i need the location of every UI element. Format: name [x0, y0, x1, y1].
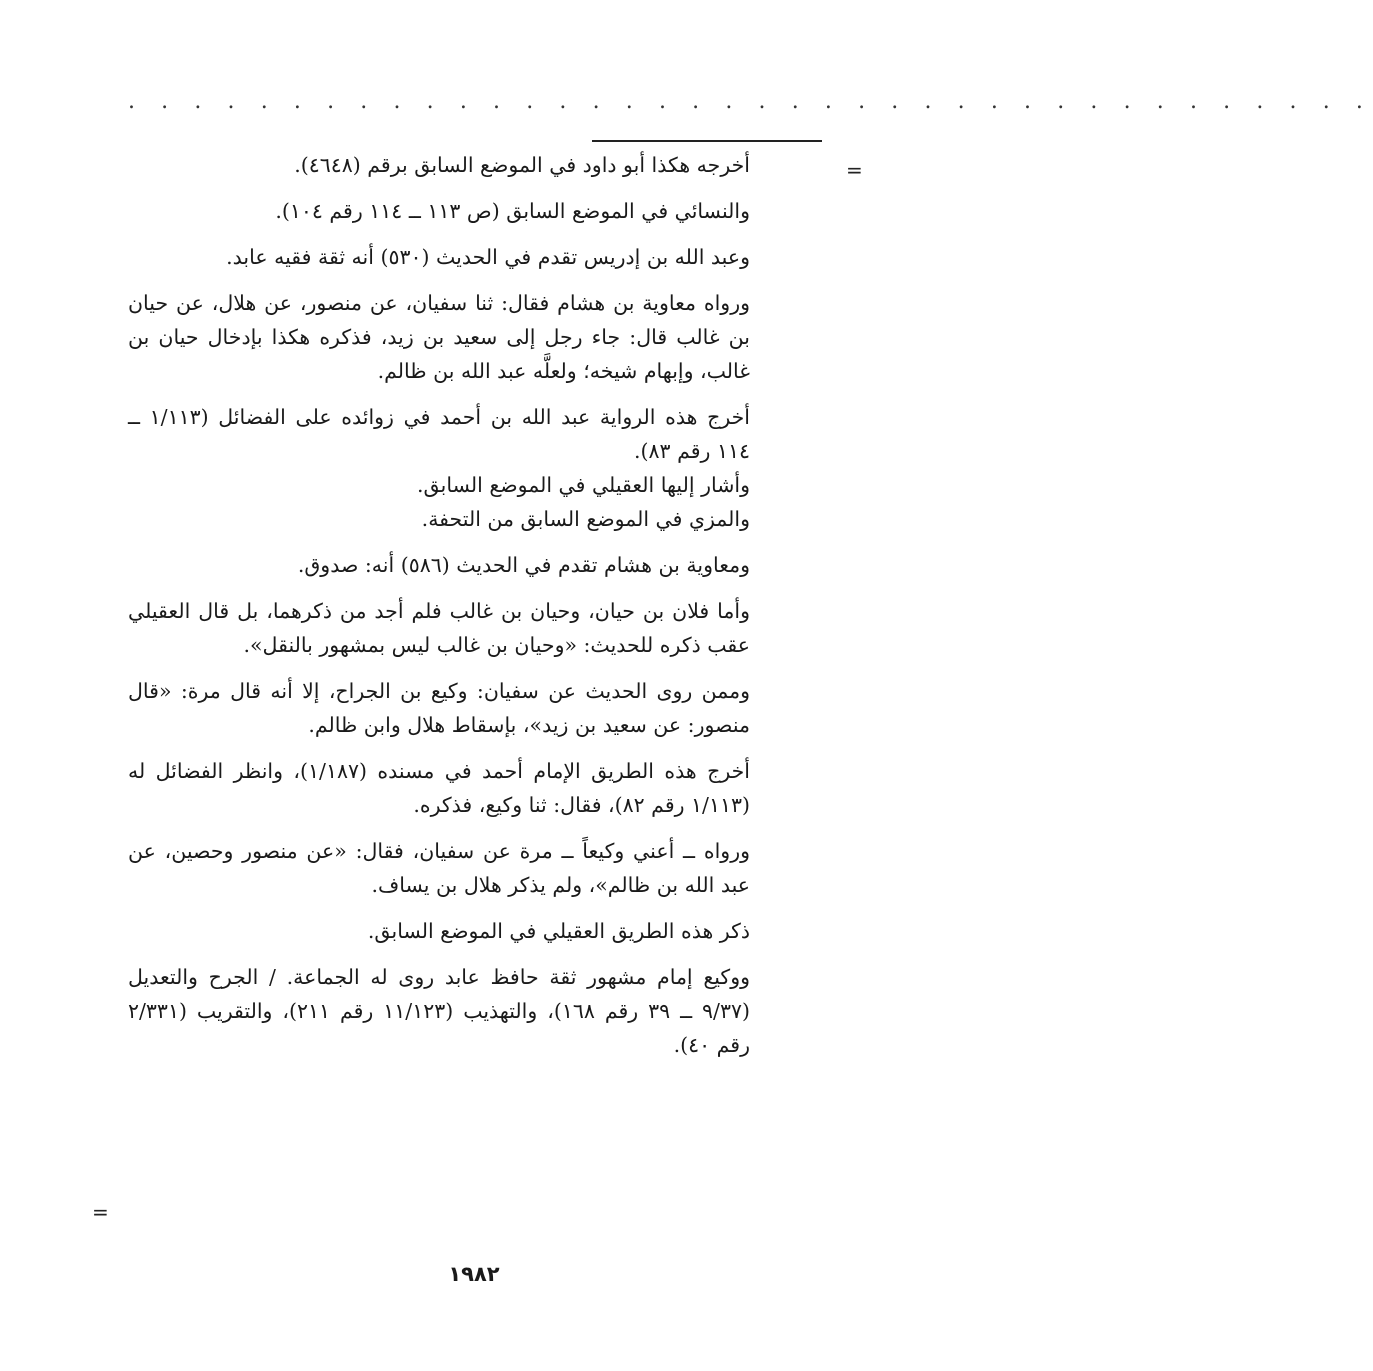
paragraph-10: وممن روى الحديث عن سفيان: وكيع بن الجراح، إلا أنه قال مرة: «قال منصور: عن سعيد بن زيد»، بإسقاط هلال وابن ظالم. [128, 679, 750, 737]
paragraph-11: أخرج هذه الطريق الإمام أحمد في مسنده (١/١٨٧)، وانظر الفضائل له (١/١١٣ رقم ٨٢)، فقال: ثنا وكيع، فذكره. [128, 759, 750, 817]
paragraph-5: أخرج هذه الرواية عبد الله بن أحمد في زوائده على الفضائل (١/١١٣ ــ ١١٤ رقم ٨٣). [128, 405, 750, 463]
paragraph-3: وعبد الله بن إدريس تقدم في الحديث (٥٣٠) أنه ثقة فقيه عابد. [226, 245, 750, 269]
page-number: ١٩٨٢ [448, 1262, 500, 1286]
paragraph-12: ورواه ــ أعني وكيعاً ــ مرة عن سفيان، فقال: «عن منصور وحصين، عن عبد الله بن ظالم»، ولم يذكر هلال بن يساف. [128, 839, 750, 897]
footnote-text [128, 148, 750, 1074]
paragraph-8: ومعاوية بن هشام تقدم في الحديث (٥٨٦) أنه: صدوق. [297, 553, 750, 577]
paragraph-4: ورواه معاوية بن هشام فقال: ثنا سفيان، عن منصور، عن هلال، عن حيان بن غالب قال: جاء رجل إلى سعيد بن زيد، فذكره هكذا بإدخال حيان بن غالب، وإبهام شيخه؛ ولعلَّه عبد الله بن ظالم. [128, 291, 750, 383]
footnote-rule [592, 140, 822, 142]
paragraph-1: أخرجه هكذا أبو داود في الموضع السابق برقم (٤٦٤٨). [294, 153, 750, 177]
paragraph-6: وأشار إليها العقيلي في الموضع السابق. [417, 473, 750, 497]
paragraph-9: وأما فلان بن حيان، وحيان بن غالب فلم أجد من ذكرهما، بل قال العقيلي عقب ذكره للحديث: «وحيان بن غالب ليس بمشهور بالنقل». [128, 599, 750, 657]
continuation-marker-bottom: = [92, 1200, 109, 1224]
paragraph-7: والمزي في الموضع السابق من التحفة. [421, 507, 750, 531]
paragraph-2: والنسائي في الموضع السابق (ص ١١٣ ــ ١١٤ رقم ١٠٤). [275, 199, 750, 223]
paragraph-13: ذكر هذه الطريق العقيلي في الموضع السابق. [367, 919, 750, 943]
dotted-separator: . . . . . . . . . . . . . . . . . . . . . . . . . . . . . . . . . . . . . . [128, 89, 1373, 114]
paragraph-14: ووكيع إمام مشهور ثقة حافظ عابد روى له الجماعة. / الجرح والتعديل (٩/٣٧ ــ ٣٩ رقم ١٦٨)، والتهذيب (١١/١٢٣ رقم ٢١١)، والتقريب (٢/٣٣١ رقم ٤٠). [128, 965, 750, 1057]
continuation-marker-top: = [846, 158, 863, 182]
